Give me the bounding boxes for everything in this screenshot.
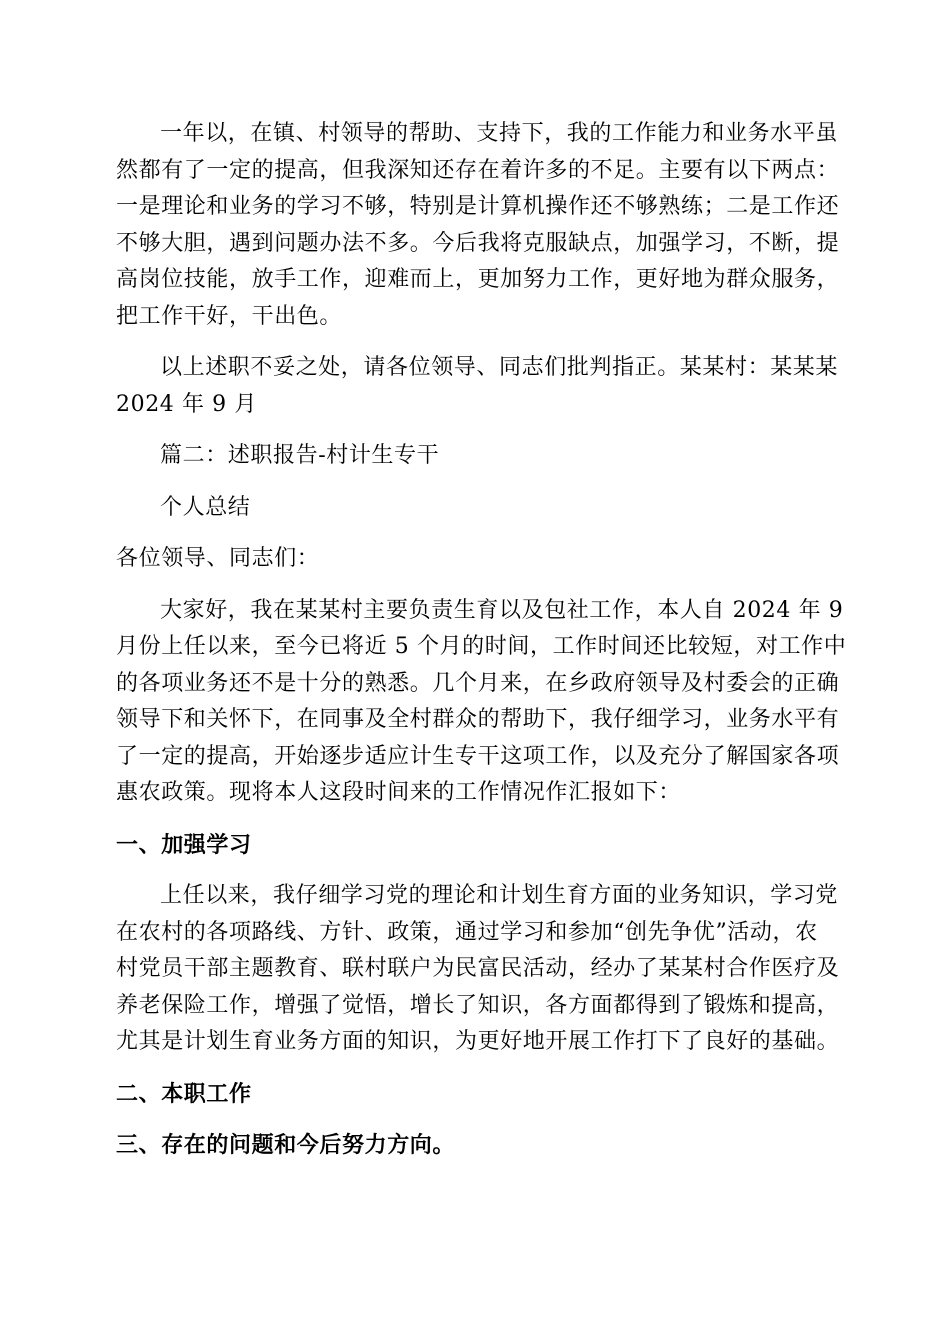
text-line: 个人总结 <box>160 494 251 520</box>
document-body <box>116 116 847 1179</box>
subtitle-personal-summary <box>116 490 832 527</box>
text-line: 的各项业务还不是十分的熟悉。几个月来，在乡政府领导及村委会的正确 <box>116 670 840 696</box>
paragraph-introduction <box>116 593 847 812</box>
section-title-part-two <box>116 438 832 475</box>
text-line: 然都有了一定的提高，但我深知还存在着许多的不足。主要有以下两点： <box>116 157 840 183</box>
text-line: 尤其是计划生育业务方面的知识，为更好地开展工作打下了良好的基础。 <box>116 1029 840 1054</box>
text-line: 以上述职不妥之处，请各位领导、同志们批判指正。某某村：某某某 <box>160 355 839 380</box>
paragraph-study-details <box>116 878 840 1061</box>
text-line: 村党员干部主题教育、联村联户为民富民活动，经办了某某村合作医疗及 <box>116 956 840 981</box>
text-line: 一是理论和业务的学习不够，特别是计算机操作还不够熟练；二是工作还 <box>116 194 840 219</box>
text-line: 养老保险工作，增强了觉悟，增长了知识，各方面都得到了锻炼和提高， <box>116 992 840 1018</box>
date-line: 2024 年 9 月 <box>116 391 257 417</box>
text-line: 月份上任以来，至今已将近 5 个月的时间，工作时间还比较短，对工作中 <box>116 634 847 659</box>
text-line: 了一定的提高，开始逐步适应计生专干这项工作，以及充分了解国家各项 <box>116 743 840 769</box>
text-line: 篇二：述职报告-村计生专干 <box>160 443 440 468</box>
heading-problems-and-direction: 三、存在的问题和今后努力方向。 <box>116 1132 456 1158</box>
text-line: 不够大胆，遇到问题办法不多。今后我将克服缺点，加强学习，不断，提 <box>116 230 840 256</box>
text-line: 上任以来，我仔细学习党的理论和计划生育方面的业务知识，学习党 <box>160 883 839 908</box>
text-line: 惠农政策。现将本人这段时间来的工作情况作汇报如下： <box>116 780 682 805</box>
text-line: 把工作干好，干出色。 <box>116 303 343 329</box>
heading-strengthen-study: 一、加强学习 <box>116 831 252 858</box>
text-line: 高岗位技能，放手工作，迎难而上，更加努力工作，更好地为群众服务， <box>116 267 840 292</box>
paragraph-closing-signature <box>116 350 839 423</box>
text-line: 在农村的各项路线、方针、政策，通过学习和参加“创先争优”活动，农 <box>116 919 818 945</box>
text-line: 各位领导、同志们： <box>116 546 320 571</box>
text-line: 领导下和关怀下，在同事及全村群众的帮助下，我仔细学习，业务水平有 <box>116 707 840 732</box>
salutation <box>116 541 832 578</box>
heading-core-duties: 二、本职工作 <box>116 1080 252 1107</box>
text-line: 一年以，在镇、村领导的帮助、支持下，我的工作能力和业务水平虽 <box>160 121 839 146</box>
paragraph-self-assessment <box>116 116 840 335</box>
text-line: 大家好，我在某某村主要负责生育以及包社工作，本人自 2024 年 9 <box>160 597 844 623</box>
